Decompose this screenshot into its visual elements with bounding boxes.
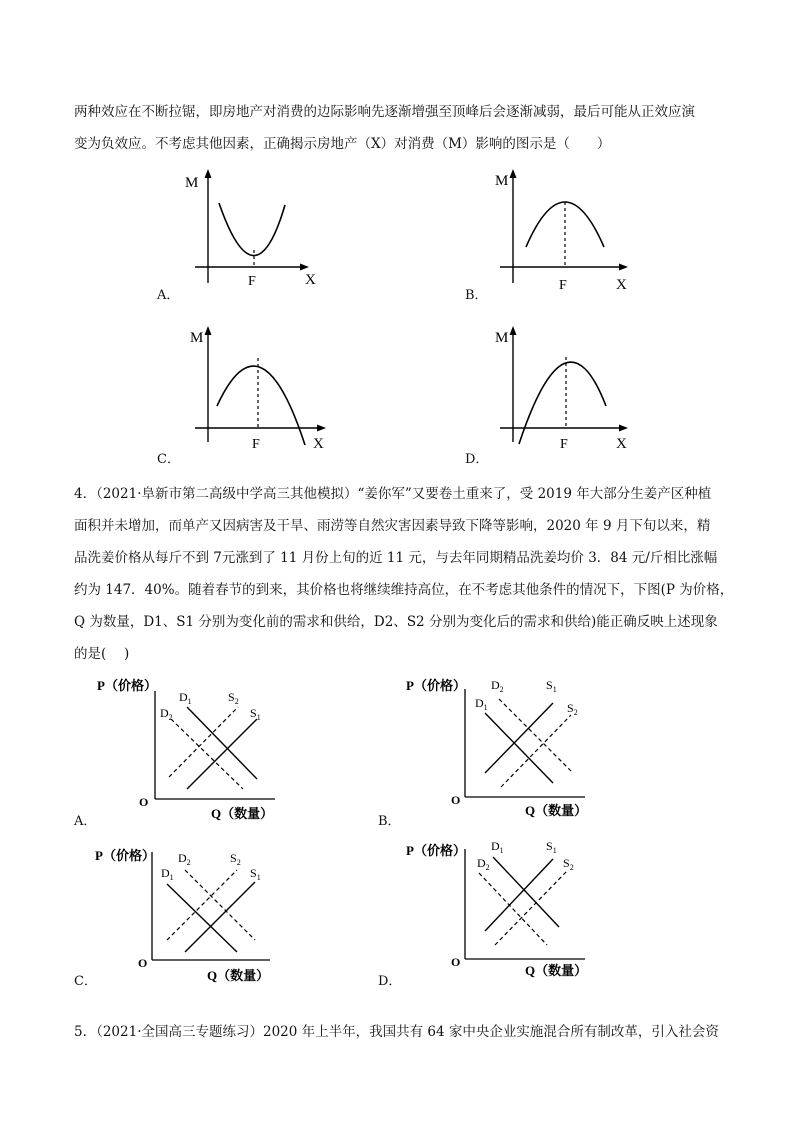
curve-name: D	[179, 690, 188, 704]
q3-option-d-chart	[490, 320, 640, 450]
curve-subscript: 1	[256, 873, 261, 882]
s1-line	[485, 859, 553, 931]
inverted-u-curve	[217, 366, 305, 445]
q4-option-d-chart	[403, 835, 603, 985]
curve-name: S	[563, 856, 570, 870]
p-axis-label: P（价格）	[97, 678, 157, 693]
svg-text:D1	[491, 839, 504, 855]
svg-text:D1	[161, 866, 174, 882]
origin-label: O	[451, 793, 461, 807]
m-axis-label: M	[495, 173, 509, 189]
curve-name: D	[491, 839, 500, 853]
d1-line	[167, 884, 237, 952]
svg-text:S1	[250, 866, 261, 882]
y-axis-arrow	[510, 326, 517, 335]
svg-text:D2	[178, 851, 191, 867]
p-axis-label: P（价格）	[406, 678, 466, 693]
q3-option-b-chart	[490, 165, 640, 293]
curve-subscript: 2	[485, 863, 490, 872]
svg-text:S1	[250, 706, 261, 722]
m-axis-label: M	[190, 330, 204, 346]
q4-option-b-chart	[403, 675, 603, 825]
x-axis-arrow	[619, 264, 628, 271]
q4-option-b-label[interactable]: B．	[378, 814, 401, 829]
svg-text:D2	[160, 706, 173, 722]
curve-subscript: 2	[573, 708, 578, 717]
d1-line	[493, 857, 559, 927]
y-axis-arrow	[510, 169, 517, 178]
x-axis-arrow	[300, 264, 309, 271]
curve-name: S	[546, 839, 553, 853]
s1-line	[187, 719, 257, 789]
curve-subscript: 2	[234, 697, 239, 706]
curve-subscript: 1	[499, 846, 504, 855]
q-axis-label: Q（数量）	[207, 968, 270, 983]
curve-subscript: 1	[256, 713, 261, 722]
d1-line	[485, 713, 553, 783]
curve-subscript: 1	[552, 685, 557, 694]
q4-text-line-1: 4．（2021·阜新市第二高级中学高三其他模拟）“姜你军”又要卷土重来了，受 2019 年大部分生姜产区种植	[74, 486, 712, 502]
curve-subscript: 2	[499, 685, 504, 694]
curve-subscript: 2	[569, 863, 574, 872]
f-point-label: F	[248, 274, 256, 289]
q4-option-c-label[interactable]: C．	[74, 974, 97, 989]
d2-line	[479, 873, 547, 945]
x-axis-label: X	[305, 272, 316, 288]
q3-text-line-1: 两种效应在不断拉锯，即房地产对消费的边际影响先逐渐增强至顶峰后会逐渐减弱，最后可能从正效应演	[74, 104, 695, 120]
svg-text:D2	[477, 856, 490, 872]
origin-label: O	[138, 956, 148, 970]
svg-text:S2	[230, 851, 241, 867]
q5-text-line-1: 5．（2021·全国高三专题练习）2020 年上半年，我国共有 64 家中央企业实施混合所有制改革，引入社会资	[74, 1024, 719, 1040]
curve-subscript: 1	[483, 703, 488, 712]
svg-text:S2	[567, 701, 578, 717]
s1-line	[185, 882, 255, 952]
curve-name: D	[475, 696, 484, 710]
curve-subscript: 2	[236, 858, 241, 867]
x-axis-label: X	[616, 277, 627, 293]
origin-label: O	[451, 955, 461, 969]
curve-subscript: 1	[552, 846, 557, 855]
q3-option-c-chart	[185, 320, 335, 450]
origin-label: O	[139, 795, 149, 809]
curve-name: S	[230, 851, 237, 865]
f-point-label: F	[560, 437, 568, 452]
q3-text-line-2: 变为负效应。不考虑其他因素，正确揭示房地产（X）对消费（M）影响的图示是（ ）	[74, 136, 611, 152]
m-axis-label: M	[185, 175, 199, 191]
svg-text:S1	[546, 678, 557, 694]
s2-line	[167, 870, 237, 940]
m-axis-label: M	[495, 330, 509, 346]
x-axis-label: X	[313, 436, 324, 452]
x-axis-arrow	[317, 425, 326, 432]
q3-option-d-label[interactable]: D．	[465, 452, 489, 467]
curve-name: D	[178, 851, 187, 865]
q3-option-c-label[interactable]: C．	[157, 452, 180, 467]
q3-option-a-chart	[185, 165, 325, 290]
curve-name: D	[477, 856, 486, 870]
curve-name: D	[161, 866, 170, 880]
u-curve	[219, 203, 285, 256]
q3-option-a-label[interactable]: A．	[157, 288, 180, 303]
y-axis-arrow	[205, 326, 212, 335]
p-axis-label: P（价格）	[406, 843, 466, 858]
curve-name: S	[546, 678, 553, 692]
curve-name: D	[491, 678, 500, 692]
curve-subscript: 1	[187, 697, 192, 706]
d2-line	[499, 699, 571, 771]
curve-name: S	[567, 701, 574, 715]
q4-option-a-label[interactable]: A．	[74, 814, 97, 829]
q4-text-line-5: Q 为数量，D1、S1 分别为变化前的需求和供给，D2、S2 分别为变化后的需求和供给)能正确反映上述现象	[74, 614, 718, 630]
s2-line	[169, 707, 238, 777]
q3-option-b-label[interactable]: B．	[465, 288, 488, 303]
f-point-label: F	[252, 437, 260, 452]
q4-option-d-label[interactable]: D．	[378, 974, 402, 989]
s2-line	[501, 715, 571, 787]
curve-name: S	[250, 706, 257, 720]
q4-text-line-2: 面积并未增加，而单产又因病害及干旱、雨涝等自然灾害因素导致下降等影响，2020 年 9 月下旬以来，精	[74, 518, 711, 534]
q-axis-label: Q（数量）	[525, 963, 588, 978]
q-axis-label: Q（数量）	[211, 806, 274, 821]
x-axis-arrow	[619, 425, 628, 432]
svg-text:D1	[179, 690, 192, 706]
curve-subscript: 2	[186, 858, 191, 867]
svg-text:D1	[475, 696, 488, 712]
f-point-label: F	[559, 278, 567, 293]
q4-text-line-3: 品洗姜价格从每斤不到 7元涨到了 11 月份上旬的近 11 元，与去年同期精品洗姜均价 3．84 元/斤相比涨幅	[74, 550, 718, 566]
p-axis-label: P（价格）	[95, 848, 155, 863]
inverted-u-curve	[519, 362, 606, 444]
curve-name: S	[228, 690, 235, 704]
s1-line	[485, 703, 553, 773]
curve-subscript: 2	[168, 713, 173, 722]
q4-text-line-6: 的是( )	[74, 646, 130, 662]
y-axis-arrow	[205, 169, 212, 178]
d2-line	[185, 870, 255, 940]
q-axis-label: Q（数量）	[525, 803, 588, 818]
svg-text:S1	[546, 839, 557, 855]
curve-name: S	[250, 866, 257, 880]
curve-subscript: 1	[169, 873, 174, 882]
q4-option-c-chart	[95, 840, 285, 990]
svg-text:S2	[228, 690, 239, 706]
q4-option-a-chart	[95, 675, 285, 825]
svg-text:S2	[563, 856, 574, 872]
svg-text:D2	[491, 678, 504, 694]
q4-text-line-4: 约为 147．40%。随着春节的到来，其价格也将继续维持高位，在不考虑其他条件的情况下，下图(P 为价格，	[74, 582, 734, 598]
curve-name: D	[160, 706, 169, 720]
x-axis-label: X	[616, 436, 627, 452]
